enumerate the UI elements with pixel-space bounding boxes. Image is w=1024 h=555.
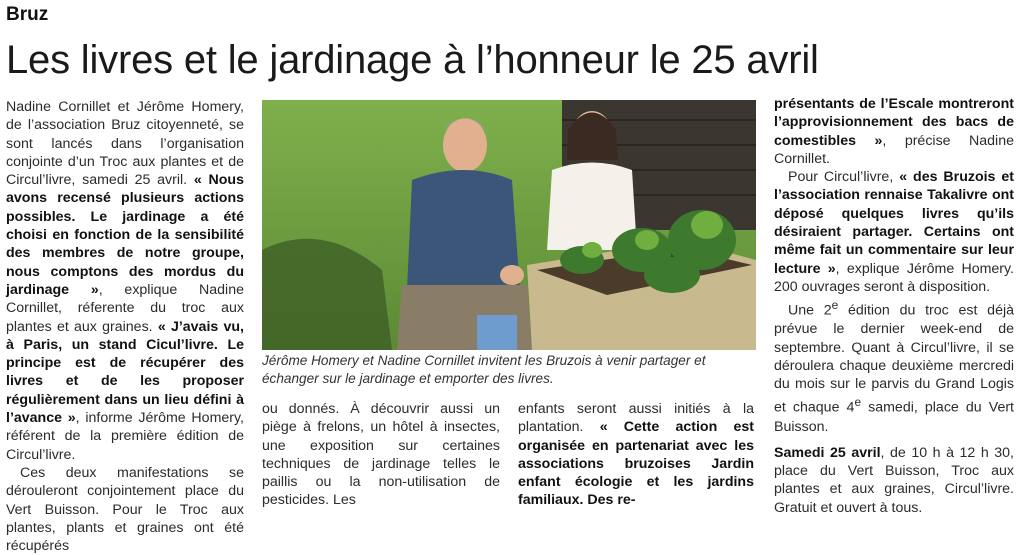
paragraph-second-edition: Une 2e édition du troc est déjà prévue le dernier week-end de septembre. Quant à Circul’livre, il se déroulera chaque deuxième mercredi du mois sur le parvis du Grand Logis et chaque 4e samedi, place du Vert Buisson. <box>774 298 1014 435</box>
garden-photo-illustration <box>262 100 756 350</box>
column-1 <box>6 98 244 555</box>
paragraph-activities: ou donnés. À découvrir aussi un piège à frelons, un hôtel à insectes, une exposition sur certaines techniques de jardinage telles le paillis ou la non-utilisation de pesticides. Les <box>262 401 500 509</box>
column-3 <box>518 400 754 510</box>
photo-caption: Jérôme Homery et Nadine Cornillet invitent les Bruzois à venir partager et échanger sur le jardinage et emporter des livres. <box>262 353 706 386</box>
paragraph-escale: présentants de l’Escale montreront l’approvisionnement des bacs de comestibles », précise Nadine Cornillet. <box>774 96 1014 167</box>
column-4 <box>774 95 1014 517</box>
column-2 <box>262 400 500 510</box>
article-headline: Les livres et le jardinage à l’honneur le 25 avril <box>6 38 819 82</box>
article-photo <box>262 100 756 350</box>
paragraph-events: Ces deux manifestations se dérouleront conjointement place du Vert Buisson. Pour le Troc aux plantes, plants et graines ont été récupérés <box>6 464 244 555</box>
paragraph-circullivre: Pour Circul’livre, « des Bruzois et l’association rennaise Takalivre ont déposé quelques livres qu’ils désiraient partager. Certains ont même fait un commentaire sur leur lecture », explique Jérôme Homery. 200 ouvrages seront à disposition. <box>774 169 1015 295</box>
paragraph-partnership: enfants seront aussi initiés à la plantation. « Cette action est organisée en partenariat avec les associations bruzoises Jardin enfant écologie et les jardins familiaux. Des re- <box>518 401 754 509</box>
paragraph-practical-info: Samedi 25 avril, de 10 h à 12 h 30, place du Vert Buisson, Troc aux plantes et aux graines, Circul’livre. Gratuit et ouvert à tous. <box>774 444 1014 516</box>
paragraph-intro: Nadine Cornillet et Jérôme Homery, de l’association Bruz citoyenneté, se sont lancés dans l’organisation conjointe d’un Troc aux plantes et de Circul’livre, samedi 25 avril. « Nous avons recensé plusieurs actions possibles. Le jardinage a été choisi en fonction de la sensibilité des membres de notre groupe, nous comptons des mordus du jardinage », explique Nadine Cornillet, réferente du troc aux plantes et aux graines. « J’avais vu, à Paris, un stand Cicul’livre. Le principe est de récupérer des livres et de les proposer régulièrement dans un lieu défini à l’avance », informe Jérôme Homery, référent de la première édition de Circul’livre. <box>6 99 244 463</box>
section-label: Bruz <box>6 4 49 25</box>
